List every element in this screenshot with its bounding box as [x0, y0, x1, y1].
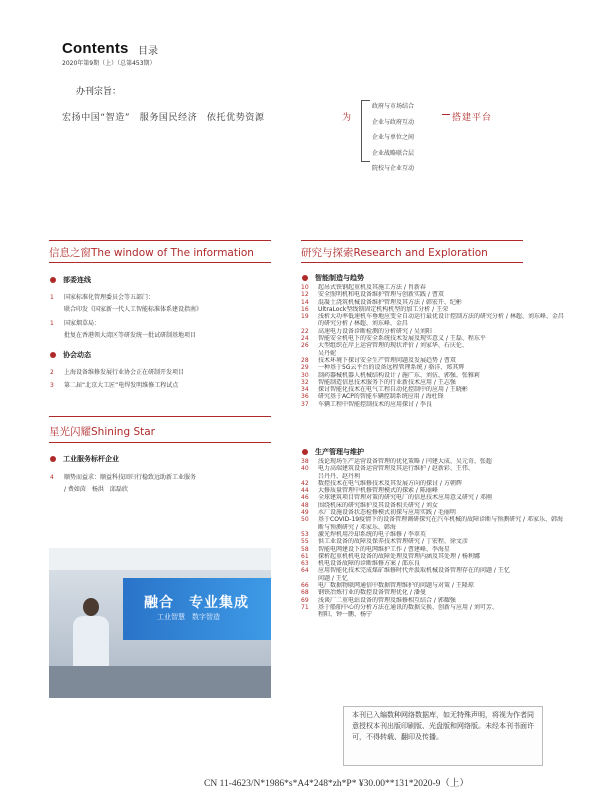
- article-title: 探讨智能化技术在电气工程自动化控制中的应用 / 王晓彬: [318, 386, 468, 394]
- mission-statement: 宏扬中国“智造” 服务国民经济 依托优势资源: [62, 113, 265, 123]
- toc-row[interactable]: [301, 465, 563, 472]
- article-title: 浅析大功率低速机车垂地应变全自动运行最优设计控制方法的研究分析 / 林超、刘东峰、金昌: [318, 313, 564, 321]
- toc-row[interactable]: [301, 372, 564, 379]
- toc-row[interactable]: [301, 553, 563, 560]
- page-number: 49: [301, 509, 309, 517]
- toc-row[interactable]: [301, 313, 564, 320]
- page-number: 12: [301, 291, 309, 299]
- page-number: 26: [301, 342, 309, 350]
- toc-row[interactable]: [301, 364, 564, 371]
- bullet-dot-icon: [50, 456, 56, 462]
- toc-row[interactable]: [301, 575, 563, 582]
- section-rule: [49, 442, 271, 443]
- issue-info: 2020年第9期（上）（总第453期）: [62, 60, 156, 67]
- page-number: 46: [301, 494, 309, 502]
- toc-row[interactable]: [301, 589, 563, 596]
- toc-item[interactable]: 联合印发《国家新一代人工智能标准体系建设指南》: [64, 306, 203, 313]
- group-heading: 工业服务标杆企业: [50, 454, 119, 464]
- article-title: 基于船舶中心的分析方法在通讯的数据交换、创新与应用 / 刘可芳、: [318, 603, 498, 611]
- photo-banner-subtext: 工业智慧 数字智造: [157, 613, 220, 621]
- toc-item[interactable]: 2 上海设备维修发展行业协会正在研制开发项目: [50, 369, 185, 376]
- publication-code: CN 11-4623/N*1986*s*A4*248*zh*P* ¥30.00**131*2020-9（上）: [204, 779, 469, 789]
- page-number: 38: [301, 458, 309, 465]
- section-rule: [301, 240, 523, 241]
- mission-list: [372, 102, 414, 180]
- article-title: 电力高端建筑设备运营管理及其运行维护 / 赵新彩、王伟、: [318, 465, 474, 473]
- contents-title-cn: 目录: [138, 46, 158, 57]
- article-title: 全球建筑项目管理对策的研究电厂的信息技术应用意义研究 / 邓刚: [318, 494, 492, 502]
- toc-row[interactable]: [301, 480, 563, 487]
- group-heading: 协会动态: [50, 350, 91, 360]
- page-number: 53: [301, 530, 309, 538]
- section-shining-star-title: 星光闪耀Shining Star: [49, 426, 155, 438]
- page-number: 32: [301, 378, 309, 386]
- article-title: 高速电力设备诊断检测的分析研究 / 吴刘阳: [318, 327, 432, 335]
- toc-item[interactable]: 1 国家标准化管理委员会等五部门：: [50, 294, 155, 301]
- section-rule: [301, 262, 523, 263]
- toc-row[interactable]: [301, 494, 563, 501]
- article-title: 应用智能化技术完成煤矿维修时代并汲取机械设备管理存在的问题 / 王忆: [318, 567, 510, 575]
- article-title: 供工业设备的故障及保养技术管理研究 / 丁宏程、徐文彦: [318, 538, 468, 546]
- toc-row[interactable]: [301, 611, 563, 618]
- page-number: 14: [301, 298, 309, 306]
- toc-row[interactable]: [301, 546, 563, 553]
- bullet-dot-icon: [50, 277, 56, 283]
- article-title: 基于COVID-19疫情下的设备管理调研探究在汽车机械的故障诊断与预测研究 / 邓家乐、韩海: [318, 516, 563, 524]
- page-number: 29: [301, 364, 309, 372]
- mission-list-item: 政府与市场结合: [372, 103, 415, 110]
- toc-row[interactable]: [301, 328, 564, 335]
- article-title: 激光焊机用冷却系统的电子维修 / 李翠英: [318, 530, 426, 538]
- toc-row[interactable]: [301, 458, 563, 465]
- toc-row[interactable]: [301, 393, 564, 400]
- toc-row[interactable]: [301, 386, 564, 393]
- toc-list-production-management: [301, 458, 563, 619]
- toc-item[interactable]: 批复在香港领大湾区等研发统一批试研制基地项目: [64, 332, 197, 339]
- article-title: 大修质量管理中机修管理模式的探索 / 陈丽峰: [318, 487, 438, 495]
- article-title: 技术环境下探讨安全生产管理问题及发展趋势 / 曹双: [318, 356, 456, 364]
- toc-row[interactable]: [301, 291, 564, 298]
- toc-row[interactable]: [301, 560, 563, 567]
- page-number: 24: [301, 335, 309, 343]
- mission-list-item: 企业战略联合层: [372, 149, 415, 157]
- toc-row[interactable]: [301, 567, 563, 574]
- page-number: 50: [301, 516, 309, 524]
- page-number: 37: [301, 400, 309, 408]
- article-title: 探析起重机机电设备的故障处理及管理内涵及其处理 / 杨利娜: [318, 552, 480, 560]
- toc-item[interactable]: 1 国家烟草局：: [50, 320, 101, 327]
- toc-row[interactable]: [301, 401, 564, 408]
- toc-row[interactable]: [301, 320, 564, 327]
- article-title: 问题 / 王忆: [318, 574, 348, 582]
- toc-row[interactable]: [301, 299, 564, 306]
- mission-goal: 搭建平台: [452, 113, 493, 123]
- group-heading: 部委连线: [50, 275, 91, 285]
- section-rule: [49, 262, 271, 263]
- bullet-dot-icon: [50, 352, 56, 358]
- article-title: 机电设备故障的诊断维修方案 / 邵东良: [318, 560, 420, 568]
- article-title: 钢铁冶炼行业的数控设备管理优化 / 潘曼: [318, 589, 426, 597]
- toc-row[interactable]: [301, 284, 564, 291]
- article-title: 起吊式铁钢起重机及其施工方法 / 肖新春: [318, 284, 426, 291]
- page-number: 19: [301, 313, 309, 321]
- page-number: 40: [301, 465, 309, 473]
- article-title: 吕丹丹、赵丹利: [318, 472, 361, 480]
- page-number: 58: [301, 545, 309, 553]
- contents-title: Contents: [62, 40, 129, 57]
- article-title: 围绕机床的研究维护及其设备相关研究 / 刘女: [318, 501, 438, 509]
- toc-row[interactable]: [301, 582, 563, 589]
- mission-list-item: 企业与政府互动: [372, 118, 415, 126]
- toc-row[interactable]: [301, 335, 564, 342]
- page-number: 28: [301, 356, 309, 364]
- section-rule: [49, 416, 271, 417]
- article-title: 智能电网建设下的电网维护工作 / 曹建峰、李海星: [318, 545, 450, 553]
- article-title: 大型组织在岸上运营管理的现状评价 / 刘家华、石庆伦、: [318, 342, 468, 350]
- page-number: 69: [301, 596, 309, 604]
- toc-row[interactable]: [301, 379, 564, 386]
- mission-list-item: 院校与企业互动: [372, 165, 415, 172]
- toc-row[interactable]: [301, 516, 563, 523]
- article-title: 制药器械机器人机械结构设计 / 施广东、刘伍、郭强、张雅莉: [318, 371, 480, 379]
- toc-list-smart-manufacturing: [301, 284, 564, 408]
- toc-row[interactable]: [301, 509, 563, 516]
- toc-row[interactable]: [301, 538, 563, 545]
- toc-row[interactable]: [301, 306, 564, 313]
- toc-item[interactable]: 4 顺势而益求：顺益科技回归行稳致远助新工业服务: [50, 474, 197, 481]
- toc-row[interactable]: [301, 502, 563, 509]
- section-research-title: 研究与探索Research and Exploration: [301, 247, 488, 259]
- page-number: 68: [301, 589, 309, 597]
- article-title: 程阳、钟一鹏、杨宁: [318, 611, 373, 619]
- page-number: 66: [301, 582, 309, 590]
- article-title: 混凝土浇筑机械设备维护管理及其方法 / 韩宏开、纪彬: [318, 298, 462, 306]
- page-number: 71: [301, 603, 309, 611]
- toc-row[interactable]: [301, 350, 564, 357]
- group-heading: 生产管理与维护: [302, 447, 364, 457]
- article-title: 研究基于ACP的智能车辆控制系统应用 / 海杜锋: [318, 393, 444, 401]
- mission-brace: [361, 100, 370, 162]
- toc-row[interactable]: [301, 597, 563, 604]
- article-title: 水厂设施设备状态检修模式初探与应用实践 / 毛丽明: [318, 509, 456, 517]
- page-number: 55: [301, 538, 309, 546]
- toc-row[interactable]: [301, 487, 563, 494]
- section-rule: [49, 240, 271, 241]
- group-heading: 智能制造与趋势: [302, 273, 364, 283]
- bullet-dot-icon: [302, 275, 308, 281]
- page-number: 10: [301, 284, 309, 291]
- toc-item[interactable]: / 费如茵 杨洪 邱磊欣: [64, 486, 128, 493]
- article-title: 的研究分析 / 林超、刘东峰、金昌: [318, 320, 408, 328]
- article-title: 浅论现场生产运营设备管理的优化策略 / 闫建大成、吴元奇、张超: [318, 458, 492, 465]
- page-number: 22: [301, 327, 309, 335]
- article-title: 数控技术在电气维修技术及其发展方向的探讨 / 方朝辉: [318, 479, 462, 487]
- toc-row[interactable]: [301, 342, 564, 349]
- article-title: 一种基于5G云平台的设备远程管理系统 / 骆洋、郑其辉: [318, 364, 465, 372]
- page-number: 30: [301, 371, 309, 379]
- toc-item[interactable]: 3 第二届“北京大工匠”电焊发明维修工程试点: [50, 382, 179, 389]
- mission-label: 办刊宗旨：: [76, 87, 122, 97]
- article-title: 智能安全机电下的安全系统技术发展及现实意义 / 王磊、程东平: [318, 335, 486, 343]
- article-title: 智能制造信息技术服务下的行业新技术应用 / 王志强: [318, 378, 456, 386]
- toc-row[interactable]: [301, 357, 564, 364]
- page-number: 34: [301, 386, 309, 394]
- page-number: 63: [301, 560, 309, 568]
- page-number: 16: [301, 305, 309, 313]
- toc-row[interactable]: [301, 473, 563, 480]
- article-title: 电厂数据物联网通信中数据管理维护的问题与对策 / 王隆琼: [318, 582, 474, 590]
- copyright-text: 本刊已入编数种网络数据库，如无特殊声明，将视为作者同意授权本刊出版印刷版、光盘版和网络版。未经本刊书面许可，不得转载、翻印及传播。: [352, 711, 534, 741]
- page-number: 48: [301, 501, 309, 509]
- page-number: 36: [301, 393, 309, 401]
- bullet-dot-icon: [302, 449, 308, 455]
- page-number: 42: [301, 479, 309, 487]
- mission-list-item: 企业与单位之间: [372, 134, 415, 141]
- article-title: 车辆工程中智能控制技术的应用探讨 / 李良: [318, 400, 432, 408]
- article-title: UltraLock型线锁固定机构机型的加工分析 / 王荣: [318, 305, 449, 313]
- section-info-window-title: 信息之窗The window of The information: [49, 247, 254, 259]
- copyright-notice-box: [343, 706, 543, 766]
- toc-row[interactable]: [301, 604, 563, 611]
- photo-banner-text: 融合 专业集成: [144, 595, 249, 611]
- page-number: 64: [301, 567, 309, 575]
- article-title: 浅谈厂二重电站设备的管理及维修相互结合 / 郭耀强: [318, 596, 456, 604]
- article-title: 断与预测研究 / 邓家乐、韩海: [318, 523, 396, 531]
- page-number: 44: [301, 487, 309, 495]
- event-photo: [49, 548, 271, 698]
- page-number: 61: [301, 552, 309, 560]
- article-title: 安全照明机和电设备维护管理与创新实践 / 曹双: [318, 291, 444, 299]
- mission-arrow: [442, 114, 450, 115]
- toc-row[interactable]: [301, 524, 563, 531]
- mission-wei: 为: [342, 113, 352, 123]
- article-title: 吴丹妮: [318, 349, 337, 357]
- toc-row[interactable]: [301, 531, 563, 538]
